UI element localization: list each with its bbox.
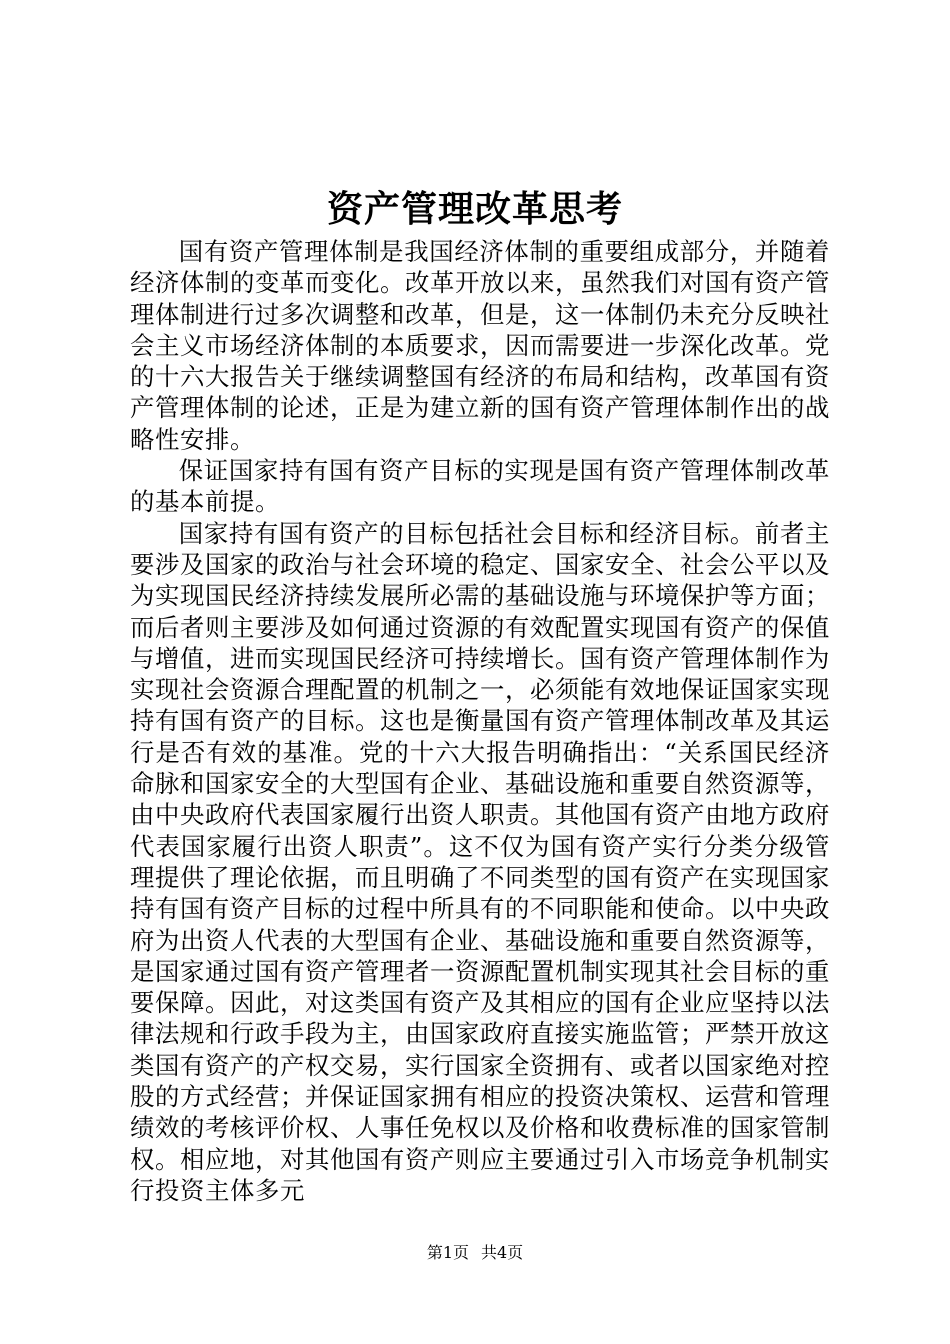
page-total: 共4页 (481, 1243, 524, 1262)
page-number: 第1页 (426, 1243, 469, 1262)
document-title: 资产管理改革思考 (326, 188, 623, 230)
paragraph-1: 国有资产管理体制是我国经济体制的重要组成部分，并随着经济体制的变革而变化。改革开放以来，虽然我们对国有资产管理体制进行过多次调整和改革，但是，这一体制仍未充分反映社会主义市场经济体制的本质要求，因而需要进一步深化改革。党的十六大报告关于继续调整国有经济的布局和结构，改革国有资产管理体制的论述，正是为建立新的国有资产管理体制作出的战略性安排。 (130, 237, 830, 454)
document-body (130, 236, 830, 1206)
paragraph-3: 国家持有国有资产的目标包括社会目标和经济目标。前者主要涉及国家的政治与社会环境的稳定、国家安全、社会公平以及为实现国民经济持续发展所必需的基础设施与环境保护等方面；而后者则主要涉及如何通过资源的有效配置实现国有资产的保值与增值，进而实现国民经济可持续增长。国有资产管理体制作为实现社会资源合理配置的机制之一，必须能有效地保证国家实现持有国有资产的目标。这也是衡量国有资产管理体制改革及其运行是否有效的基准。党的十六大报告明确指出：“关系国民经济命脉和国家安全的大型国有企业、基础设施和重要自然资源等，由中央政府代表国家履行出资人职责。其他国有资产由地方政府代表国家履行出资人职责”。这不仅为国有资产实行分类分级管理提供了理论依据，而且明确了不同类型的国有资产在实现国家持有国有资产目标的过程中所具有的不同职能和使命。以中央政府为出资人代表的大型国有企业、基础设施和重要自然资源等，是国家通过国有资产管理者一资源配置机制实现其社会目标的重要保障。因此，对这类国有资产及其相应的国有企业应坚持以法律法规和行政手段为主，由国家政府直接实施监管；严禁开放这类国有资产的产权交易，实行国家全资拥有、或者以国家绝对控股的方式经营；并保证国家拥有相应的投资决策权、运营和管理绩效的考核评价权、人事任免权以及价格和收费标准的国家管制权。相应地，对其他国有资产则应主要通过引入市场竞争机制实行投资主体多元 (130, 518, 830, 1205)
paragraph-2: 保证国家持有国有资产目标的实现是国有资产管理体制改革的基本前提。 (130, 456, 830, 517)
page-footer (0, 1242, 950, 1264)
